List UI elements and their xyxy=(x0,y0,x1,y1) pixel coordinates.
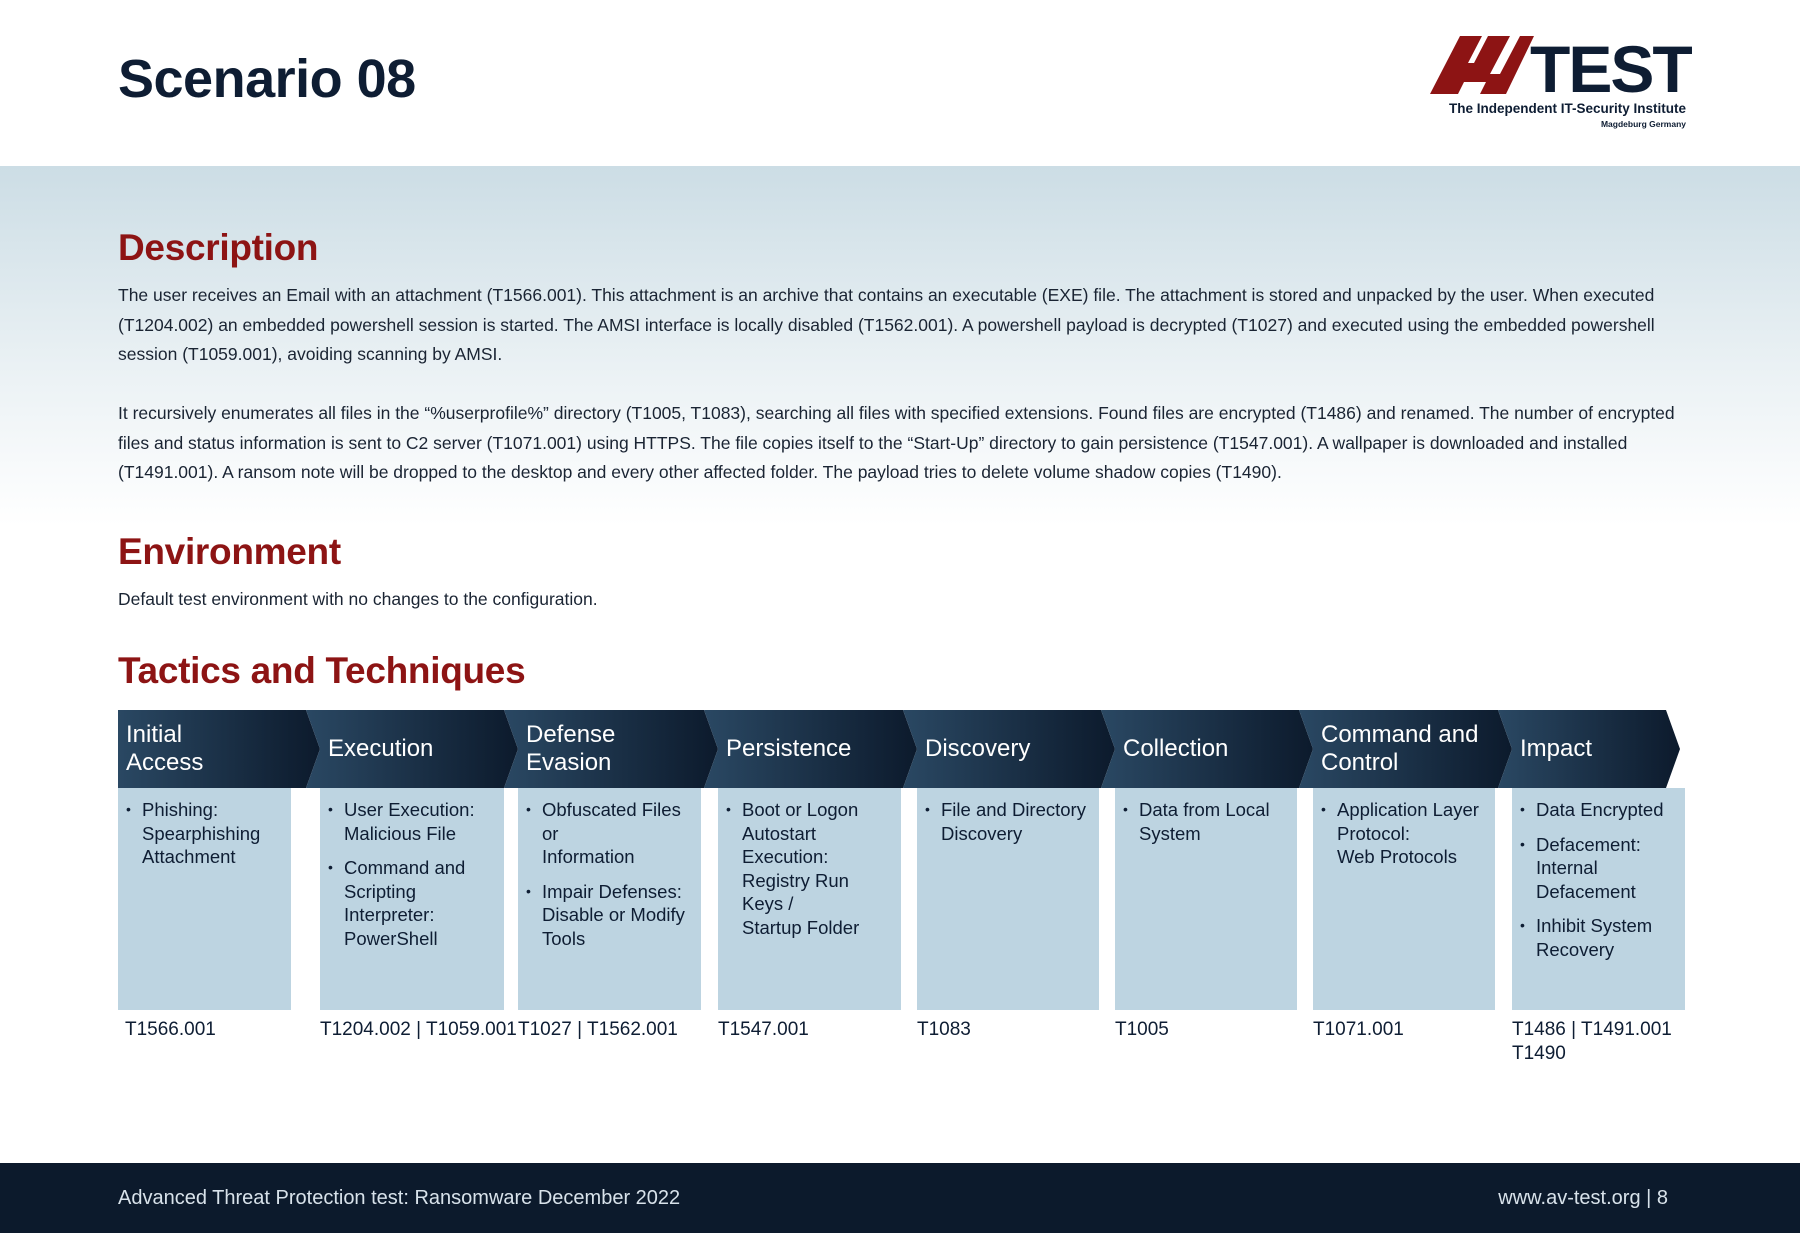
logo-location: Magdeburg Germany xyxy=(1600,119,1686,129)
technique-item: • User Execution: Malicious File xyxy=(326,798,498,845)
logo-wordmark: TEST xyxy=(1530,32,1691,106)
tactic-header: Persistence xyxy=(726,735,852,762)
technique-ids: T1027 | T1562.001 xyxy=(518,1019,678,1040)
av-test-logo xyxy=(1430,32,1691,136)
technique-ids: T1071.001 xyxy=(1313,1019,1404,1040)
technique-list xyxy=(724,798,895,939)
technique-list xyxy=(326,798,498,950)
technique-item: • Application Layer Protocol: Web Protocols xyxy=(1319,798,1489,869)
technique-list xyxy=(124,798,285,869)
environment-heading: Environment xyxy=(118,531,341,572)
technique-item: • Phishing: Spearphishing Attachment xyxy=(124,798,285,869)
technique-list xyxy=(524,798,695,950)
technique-box xyxy=(118,788,291,1010)
tactics-table xyxy=(118,710,1680,1070)
page-title: Scenario 08 xyxy=(118,49,416,109)
technique-ids: T1083 xyxy=(917,1019,971,1040)
technique-item: • Data from Local System xyxy=(1121,798,1291,845)
technique-box xyxy=(1512,788,1685,1010)
technique-box xyxy=(1313,788,1495,1010)
technique-item: • Command and Scripting Interpreter: PowerShell xyxy=(326,856,498,950)
description-paragraph-2: It recursively enumerates all files in the “%userprofile%” directory (T1005, T1083), searching all files with specified extensions. Found files are encrypted (T1486) and renamed. The number of encrypted files and status information is sent to C2 server (T1071.001) using HTTPS. The file copies itself to the “Start-Up” directory to gain persistence (T1547.001). A wallpaper is downloaded and installed (T1491.001). A ransom note will be dropped to the desktop and every other affected folder. The payload tries to delete volume shadow copies (T1490). xyxy=(118,403,1675,482)
logo-mark-icon xyxy=(1430,36,1534,98)
technique-ids: T1486 | T1491.001 T1490 xyxy=(1512,1019,1672,1064)
technique-list xyxy=(1121,798,1291,845)
technique-list xyxy=(1518,798,1679,961)
technique-item: • Defacement: Internal Defacement xyxy=(1518,833,1679,904)
page-footer xyxy=(0,1163,1800,1233)
technique-box xyxy=(1115,788,1297,1010)
tactic-header: Execution xyxy=(328,735,434,762)
tactic-header: Initial Access xyxy=(126,721,204,776)
technique-list xyxy=(923,798,1093,845)
technique-box xyxy=(917,788,1099,1010)
technique-ids: T1566.001 xyxy=(125,1019,216,1040)
technique-box xyxy=(320,788,504,1010)
environment-text: Default test environment with no changes to the configuration. xyxy=(118,589,598,609)
description-heading: Description xyxy=(118,227,319,268)
footer-report-title: Advanced Threat Protection test: Ransomware December 2022 xyxy=(118,1187,681,1209)
technique-box xyxy=(718,788,901,1010)
tactics-heading: Tactics and Techniques xyxy=(118,650,526,691)
technique-item: • File and Directory Discovery xyxy=(923,798,1093,845)
technique-box xyxy=(518,788,701,1010)
technique-ids: T1005 xyxy=(1115,1019,1169,1040)
tactic-header: Collection xyxy=(1123,735,1229,762)
technique-list xyxy=(1319,798,1489,869)
description-paragraph-1: The user receives an Email with an attachment (T1566.001). This attachment is an archive that contains an executable (EXE) file. The attachment is stored and unpacked by the user. When executed (T1204.002) an embedded powershell session is started. The AMSI interface is locally disabled (T1562.001). A powershell payload is decrypted (T1027) and executed using the embedded powershell session (T1059.001), avoiding scanning by AMSI. xyxy=(118,285,1655,364)
page-header xyxy=(0,0,1800,166)
technique-item: • Obfuscated Files or Information xyxy=(524,798,695,869)
tactic-header: Command and Control xyxy=(1321,721,1479,776)
technique-item: • Boot or Logon Autostart Execution: Registry Run Keys / Startup Folder xyxy=(724,798,895,939)
logo-tagline: The Independent IT-Security Institute xyxy=(1448,101,1686,116)
tactic-header: Discovery xyxy=(925,735,1031,762)
technique-item: • Data Encrypted xyxy=(1518,798,1679,822)
tactic-header: Defense Evasion xyxy=(526,721,616,776)
footer-url-page: www.av-test.org | 8 xyxy=(1498,1187,1668,1209)
tactic-header: Impact xyxy=(1520,735,1593,762)
technique-item: • Inhibit System Recovery xyxy=(1518,914,1679,961)
technique-item: • Impair Defenses: Disable or Modify Tools xyxy=(524,880,695,951)
technique-ids: T1204.002 | T1059.001 xyxy=(320,1019,517,1040)
technique-ids: T1547.001 xyxy=(718,1019,809,1040)
